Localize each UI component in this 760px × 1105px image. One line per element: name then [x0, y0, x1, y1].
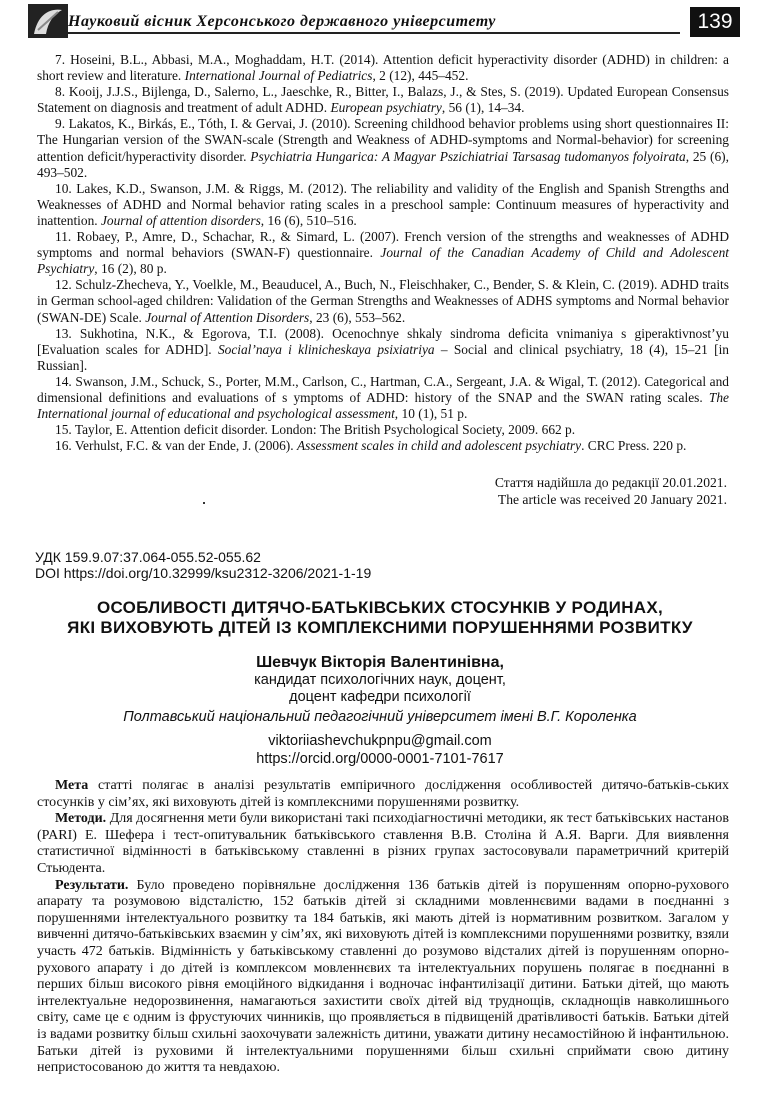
abstract-goal: Мета статті полягає в аналізі результатів емпіричного дослідження особливостей дитячо-батьків-ських стосунків у сім’ях, які виховують дітей із комплексними порушеннями розвитку.: [37, 778, 729, 810]
author-block: [30, 654, 730, 768]
stray-dot: [203, 502, 205, 504]
author-name: Шевчук Вікторія Валентинівна,: [256, 654, 504, 671]
author-position: доцент кафедри психології: [289, 689, 471, 705]
received-note: [495, 474, 727, 508]
page-number: 139: [690, 7, 740, 37]
reference-item: 13. Sukhotina, N.K., & Egorova, T.I. (2008). Ocenochnye shkaly sindroma deficita vnimaniya s giperaktivnost’yu [Evaluation scales for ADHD]. Social’naya i klinicheskaya psixiatriya – Social and clinical psychiatry, 18 (4), 15–21 [in Russian].: [37, 325, 729, 373]
udc-code: УДК 159.9.07:37.064-055.52-055.62: [35, 549, 261, 565]
journal-title: Науковий вісник Херсонського державного університету: [68, 13, 496, 30]
author-email[interactable]: viktoriiashevchukpnpu@gmail.com: [268, 733, 492, 749]
journal-logo-icon: [28, 4, 68, 38]
article-meta: [35, 549, 371, 581]
reference-item: 7. Hoseini, B.L., Abbasi, M.A., Moghaddam, H.T. (2014). Attention deficit hyperactivity disorder (ADHD) in children: a short review and literature. International Journal of Pediatrics, 2 (12), 445–452.: [37, 52, 729, 84]
abstract: [37, 778, 729, 1077]
reference-item: 10. Lakes, K.D., Swanson, J.M. & Riggs, M. (2012). The reliability and validity of the English and Spanish Strengths and Weaknesses of ADHD and Normal behavior rating scales in a preschool sample: Continuum measures of hyperactivity and inattention. Journal of attention disorders, 16 (6), 510–516.: [37, 180, 729, 228]
reference-list: [37, 52, 729, 454]
doi-link[interactable]: DOI https://doi.org/10.32999/ksu2312-3206/2021-1-19: [35, 565, 372, 581]
author-orcid[interactable]: https://orcid.org/0000-0001-7101-7617: [256, 750, 504, 767]
page-header: [28, 4, 740, 38]
reference-item: 12. Schulz-Zhecheva, Y., Voelkle, M., Beauducel, A., Buch, N., Fleischhaker, C., Bender, S. & Klein, C. (2019). ADHD traits in German school-aged children: Validation of the German Strengths and Weaknesses of ADHS symptoms and Normal behavior (SWAN-DE) Scale. Journal of Attention Disorders, 23 (6), 553–562.: [37, 277, 729, 325]
abstract-methods: Методи. Для досягнення мети були використані такі психодіагностичні методики, як тест батьківських настанов (PARI) Е. Шефера і тест-опитувальник батьківського ставлення В.В. Століна й А.Я. Варги. Для виявлення статистичної відмінності в батьківському ставленні в різних групах застосовували параметричний критерій Стьюдента.: [37, 811, 729, 876]
reference-item: 15. Taylor, E. Attention deficit disorder. London: The British Psychological Society, 2009. 662 p.: [55, 422, 576, 438]
reference-item: 14. Swanson, J.M., Schuck, S., Porter, M.M., Carlson, C., Hartman, C.A., Sergeant, J.A. & Wigal, T. (2012). Categorical and dimensional definitions and evaluations of s ymptoms of ADHD: history of the SNAP and the SWAN rating scales. The International journal of educational and psychological assessment, 10 (1), 51 p.: [37, 373, 730, 422]
author-institution: Полтавський національний педагогічний університет імені В.Г. Короленка: [123, 708, 637, 725]
header-rule: [68, 32, 680, 34]
received-ua: Стаття надійшла до редакції 20.01.2021.: [494, 475, 727, 490]
reference-item: 16. Verhulst, F.C. & van der Ende, J. (2006). Assessment scales in child and adolescent psychiatry. CRC Press. 220 p.: [55, 438, 687, 454]
abstract-results: Результати. Було проведено порівняльне дослідження 136 батьків дітей із порушенням опорно-рухового апарату та розумовою відсталістю, 152 батьків дітей зі складними мовленнєвими вадами в поєднанні з порушеннями інтелектуального розвитку та 184 батьків, які мають дітей із нормативним розвитком. Загалом у вивченні дитячо-батьківських взаємин у сім’ях, які виховують дітей із комплексними порушеннями розвитку, взяли участь 472 батьків. Відмінність у батьківському ставленні до розумово відсталих дітей із порушенням опорно-рухового апарату і до дітей із комплексом мовленнєвих та інтелектуальних порушень полягає в поєднанні в перших більш високого рівня емоційного відкидання і водночас інфантилізації дитини. Батьки дітей, що мають інтелектуальне недорозвинення, намагаються захистити своїх дітей від труднощів, складнощів навколишнього світу, саме це є одним із фрустуючих чинників, що проявляється в підвищеній дратівливості батьків. Батьки дітей із вадами розвитку більш схильні заохочувати залежність дитини, уважати дитину несамостійною й інфантильною. Батьки дітей із руховими й інтелектуальними порушеннями більш схильні сприймати свою дитину непристосованою до життя та невдахою.: [37, 877, 729, 1076]
article-title: ОСОБЛИВОСТІ ДИТЯЧО-БАТЬКІВСЬКИХ СТОСУНКІВ У РОДИНАХ, ЯКІ ВИХОВУЮТЬ ДІТЕЙ ІЗ КОМПЛЕКСНИМИ ПОРУШЕННЯМИ РОЗВИТКУ: [67, 598, 693, 637]
received-en: The article was received 20 January 2021.: [497, 492, 727, 507]
author-degree: кандидат психологічних наук, доцент,: [254, 671, 506, 688]
reference-item: 8. Kooij, J.J.S., Bijlenga, D., Salerno, L., Jaeschke, R., Bitter, I., Balazs, J., & Stes, S. (2019). Updated European Consensus Statement on diagnosis and treatment of adult ADHD. European psychiatry, 56 (1), 14–34.: [37, 84, 729, 116]
reference-item: 9. Lakatos, K., Birkás, E., Tóth, I. & Gervai, J. (2010). Screening childhood behavior problems using short questionnaires II: The Hungarian version of the SWAN-scale (Strength and Weakness of ADHD-symptoms and Normal-behavior) for screening attention deficit/hyperactivity disorder. Psychiatria Hungarica: A Magyar Pszichiatriai Tarsasag tudomanyos folyoirata, 25 (6), 493–502.: [37, 116, 729, 180]
reference-item: 11. Robaey, P., Amre, D., Schachar, R., & Simard, L. (2007). French version of the strengths and weaknesses of ADHD symptoms and normal behaviors (SWAN-F) questionnaire. Journal of the Canadian Academy of Child and Adolescent Psychiatry, 16 (2), 80 p.: [37, 229, 729, 277]
